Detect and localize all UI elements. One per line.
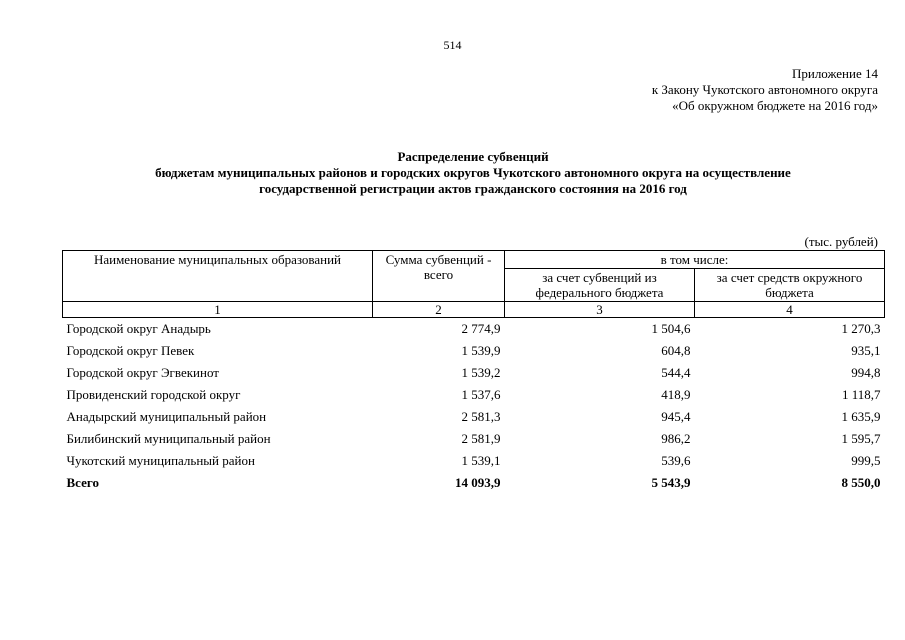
municipality-name: Городской округ Анадырь [66,321,211,336]
total-amount: 2 581,9 [461,431,501,446]
appendix-line-2: к Закону Чукотского автономного округа [651,82,878,97]
federal-amount: 539,6 [661,453,691,468]
header-name: Наименование муниципальных образований [63,251,373,302]
title-line-3: государственной регистрации актов гражданского состояния на 2016 год [259,181,687,196]
column-number: 1 [63,302,373,318]
page-number: 514 [443,38,462,52]
municipality-name: Анадырский муниципальный район [66,409,267,424]
federal-amount: 986,2 [661,431,691,446]
regional-amount: 1 270,3 [841,321,881,336]
total-row [63,472,885,494]
federal-amount: 604,8 [661,343,691,358]
table-row [63,406,885,428]
header-federal: за счет субвенций из федерального бюджета [505,269,695,302]
regional-amount: 999,5 [851,453,881,468]
title-line-2: бюджетам муниципальных районов и городских округов Чукотского автономного округа на осуществление [155,165,791,180]
total-amount: 1 539,9 [461,343,501,358]
table-row [63,450,885,472]
grand-federal-amount: 5 543,9 [651,475,691,490]
table-row [63,318,885,341]
federal-amount: 418,9 [661,387,691,402]
header-including: в том числе: [505,251,885,269]
table-row [63,362,885,384]
appendix-line-3: «Об окружном бюджете на 2016 год» [672,98,878,113]
federal-amount: 1 504,6 [651,321,691,336]
regional-amount: 935,1 [851,343,881,358]
regional-amount: 1 118,7 [841,387,881,402]
federal-amount: 945,4 [661,409,691,424]
total-amount: 2 581,3 [461,409,501,424]
table-row [63,384,885,406]
municipality-name: Билибинский муниципальный район [66,431,271,446]
header-regional: за счет средств окружного бюджета [695,269,885,302]
total-amount: 1 537,6 [461,387,501,402]
municipality-name: Городской округ Певек [66,343,195,358]
title-line-1: Распределение субвенций [397,149,549,164]
appendix-line-1: Приложение 14 [791,66,878,81]
total-amount: 1 539,1 [461,453,501,468]
total-amount: 1 539,2 [461,365,501,380]
column-number: 4 [695,302,885,318]
municipality-name: Городской округ Эгвекинот [66,365,219,380]
table-row [63,428,885,450]
municipality-name: Провиденский городской округ [66,387,241,402]
units-label: (тыс. рублей) [804,234,878,249]
subvention-table [62,250,885,494]
regional-amount: 1 595,7 [841,431,881,446]
table-row [63,340,885,362]
total-amount: 2 774,9 [461,321,501,336]
grand-regional-amount: 8 550,0 [841,475,881,490]
federal-amount: 544,4 [661,365,691,380]
total-label: Всего [66,475,99,490]
column-number: 3 [505,302,695,318]
header-total: Сумма субвенций - всего [373,251,505,302]
grand-total-amount: 14 093,9 [455,475,501,490]
appendix-reference [652,66,878,114]
column-number: 2 [373,302,505,318]
regional-amount: 994,8 [851,365,881,380]
municipality-name: Чукотский муниципальный район [66,453,255,468]
regional-amount: 1 635,9 [841,409,881,424]
document-title [60,149,886,197]
